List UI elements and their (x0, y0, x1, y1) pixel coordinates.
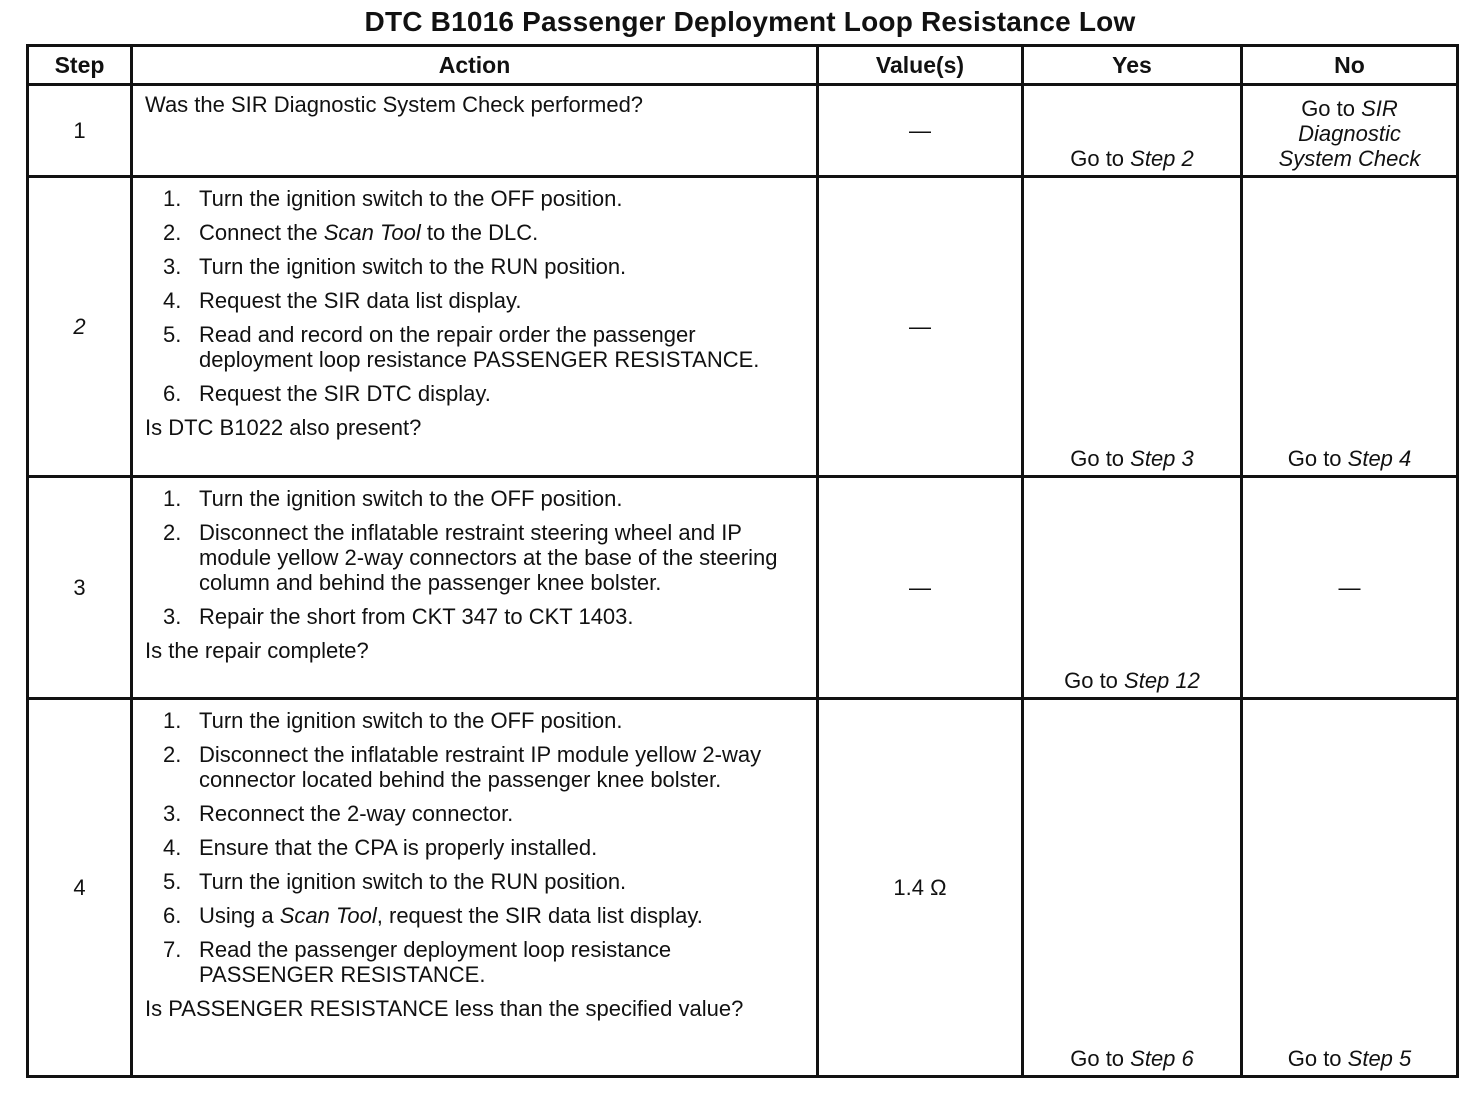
step-number: 2 (28, 177, 132, 477)
action-step-item: 3. Reconnect the 2-way connector. (163, 801, 514, 826)
no-cell (1242, 699, 1458, 1077)
no-cell (1242, 85, 1458, 177)
table-row-step-2 (28, 177, 1458, 477)
action-step-item: 3. Turn the ignition switch to the RUN position. (163, 254, 627, 279)
header-action: Action (132, 46, 818, 85)
yes-cell (1023, 477, 1242, 699)
action-step-item: 1. Turn the ignition switch to the OFF position. (163, 486, 623, 511)
action-steps-list (163, 708, 806, 987)
yes-cell (1023, 699, 1242, 1077)
action-cell (132, 477, 818, 699)
table-header-row (28, 46, 1458, 85)
step-number: 3 (28, 477, 132, 699)
action-question: Was the SIR Diagnostic System Check performed? (145, 92, 644, 117)
step-reference-link[interactable]: Step 12 (1124, 668, 1200, 693)
action-cell (132, 177, 818, 477)
action-step-item: 2. Connect the Scan Tool to the DLC. (163, 220, 539, 245)
action-step-item: 1. Turn the ignition switch to the OFF position. (163, 186, 623, 211)
header-no: No (1242, 46, 1458, 85)
action-step-item: 6. Request the SIR DTC display. (163, 381, 491, 406)
step-reference-link[interactable]: Step 4 (1347, 446, 1412, 471)
no-cell (1242, 177, 1458, 477)
scan-tool-term: Scan Tool (323, 220, 421, 245)
table-row-step-3 (28, 477, 1458, 699)
no-cell: — (1242, 477, 1458, 699)
action-step-item: 4. Ensure that the CPA is properly installed. (163, 835, 598, 860)
action-step-item: 5. Read and record on the repair order the passenger deployment loop resistance PASSENGER RESISTANCE. (163, 322, 760, 372)
header-values: Value(s) (818, 46, 1023, 85)
go-to-prefix: Go to (1301, 96, 1362, 121)
go-to-prefix: Go to (1070, 446, 1131, 471)
sir-check-link-part-1[interactable]: SIR (1361, 96, 1398, 121)
action-question: Is the repair complete? (145, 638, 369, 663)
header-step: Step (28, 46, 132, 85)
action-step-item: 7. Read the passenger deployment loop resistance PASSENGER RESISTANCE. (163, 937, 672, 987)
table-row-step-1 (28, 85, 1458, 177)
value-cell: — (818, 85, 1023, 177)
table-row-step-4 (28, 699, 1458, 1077)
value-cell: — (818, 177, 1023, 477)
header-yes: Yes (1023, 46, 1242, 85)
go-to-prefix: Go to (1070, 146, 1131, 171)
action-step-item: 1. Turn the ignition switch to the OFF position. (163, 708, 623, 733)
go-to-prefix: Go to (1287, 446, 1348, 471)
action-steps-list (163, 486, 806, 629)
go-to-prefix: Go to (1287, 1046, 1348, 1071)
action-cell (132, 699, 818, 1077)
diagnostic-table (26, 44, 1459, 1078)
step-number: 1 (28, 85, 132, 177)
yes-cell (1023, 177, 1242, 477)
sir-check-link-part-3[interactable]: System Check (1278, 146, 1421, 171)
value-cell: — (818, 477, 1023, 699)
step-reference-link[interactable]: Step 6 (1130, 1046, 1194, 1071)
action-cell (132, 85, 818, 177)
action-step-item: 4. Request the SIR data list display. (163, 288, 522, 313)
yes-cell (1023, 85, 1242, 177)
action-step-item: 6. Using a Scan Tool, request the SIR data list display. (163, 903, 703, 928)
sir-check-link-part-2[interactable]: Diagnostic (1298, 121, 1401, 146)
action-question: Is DTC B1022 also present? (145, 415, 422, 440)
action-question: Is PASSENGER RESISTANCE less than the specified value? (145, 996, 744, 1021)
step-reference-link[interactable]: Step 3 (1130, 446, 1194, 471)
document-title: DTC B1016 Passenger Deployment Loop Resistance Low (364, 6, 1136, 37)
action-step-item: 5. Turn the ignition switch to the RUN position. (163, 869, 627, 894)
step-reference-link[interactable]: Step 5 (1347, 1046, 1412, 1071)
action-step-item: 3. Repair the short from CKT 347 to CKT 1403. (163, 604, 634, 629)
action-steps-list (163, 186, 806, 406)
step-number: 4 (28, 699, 132, 1077)
scan-tool-term: Scan Tool (279, 903, 377, 928)
action-step-item: 2. Disconnect the inflatable restraint steering wheel and IP module yellow 2-way connectors at the base of the steering column and behind the passenger knee bolster. (163, 520, 778, 595)
step-reference-link[interactable]: Step 2 (1130, 146, 1194, 171)
value-cell: 1.4 Ω (818, 699, 1023, 1077)
action-step-item: 2. Disconnect the inflatable restraint IP module yellow 2-way connector located behind the passenger knee bolster. (163, 742, 762, 792)
go-to-prefix: Go to (1070, 1046, 1131, 1071)
go-to-prefix: Go to (1064, 668, 1125, 693)
